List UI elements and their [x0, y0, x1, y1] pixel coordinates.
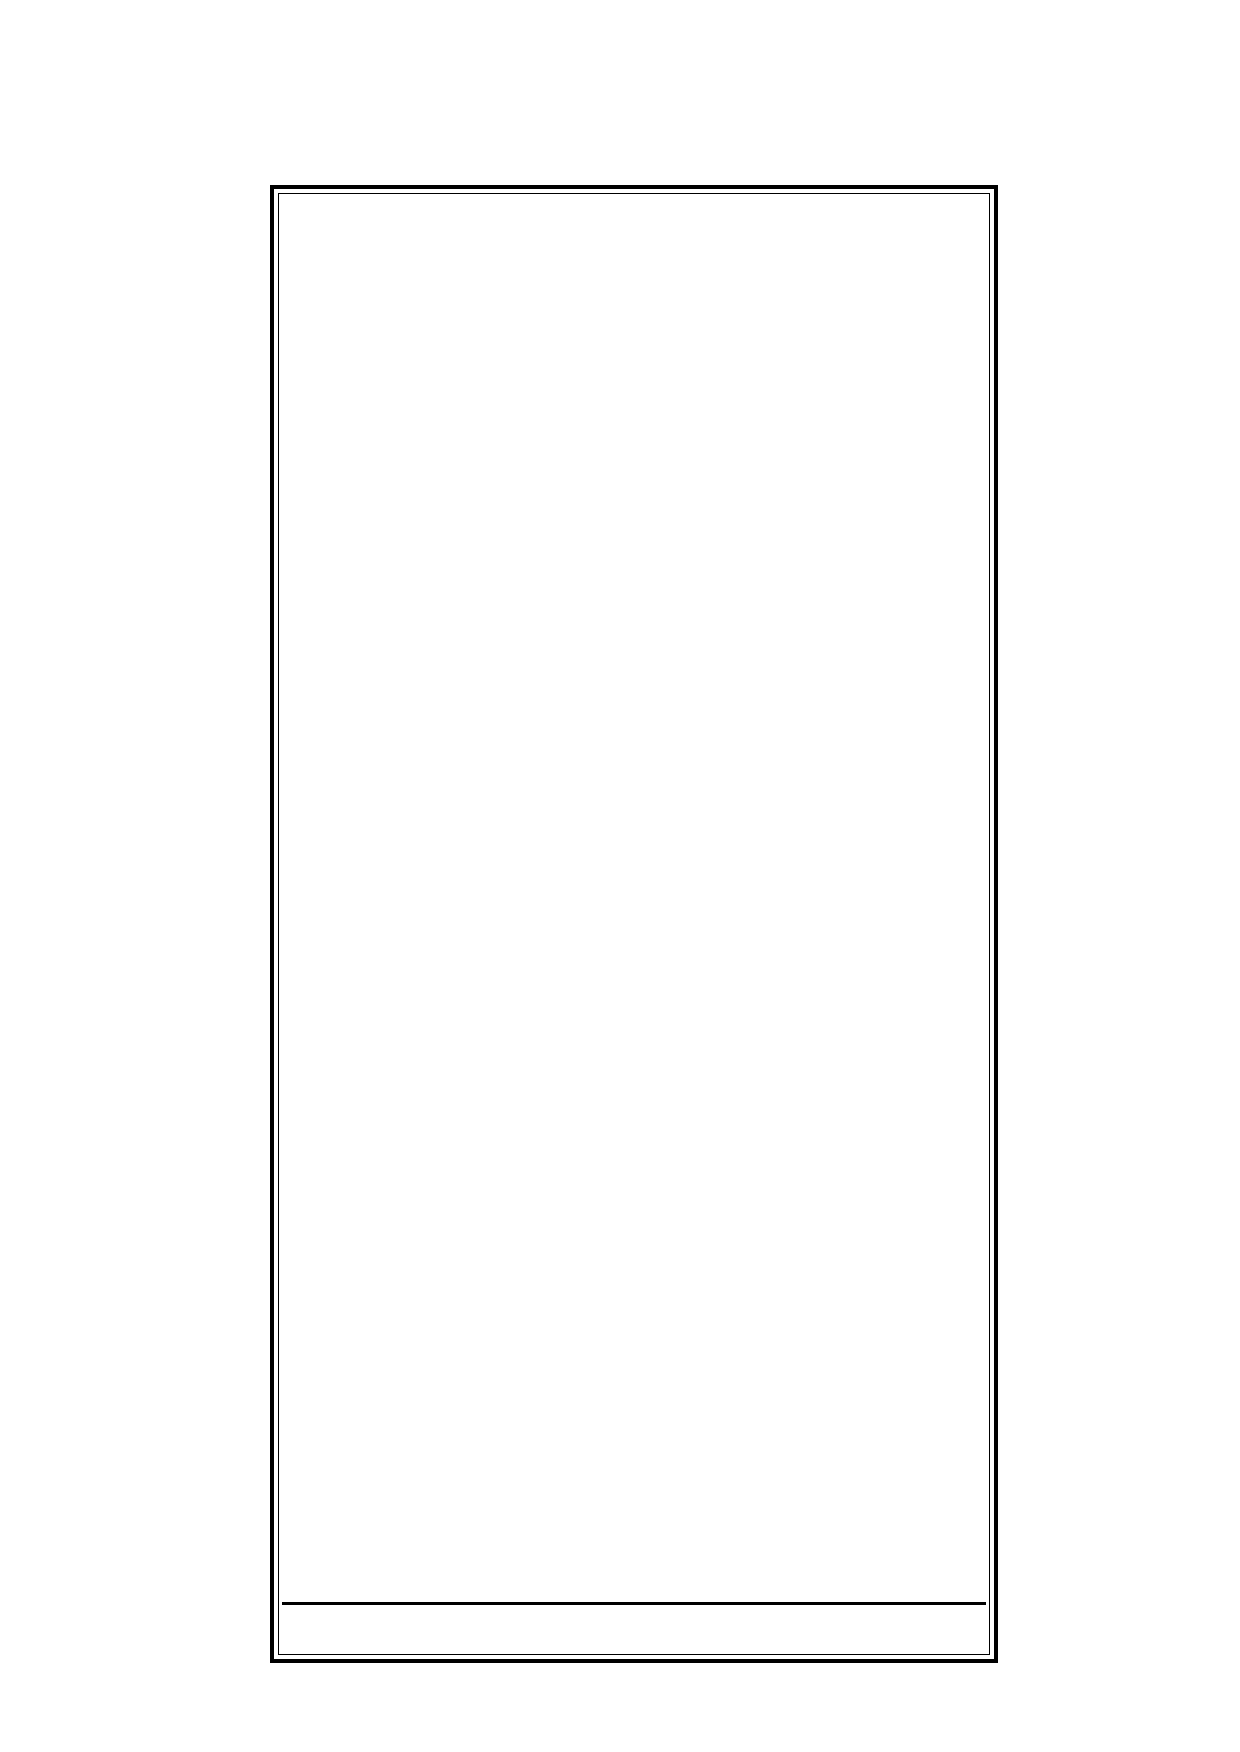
text-frame [270, 185, 998, 1663]
chapter-heading [274, 203, 994, 237]
final-line [282, 1602, 986, 1647]
